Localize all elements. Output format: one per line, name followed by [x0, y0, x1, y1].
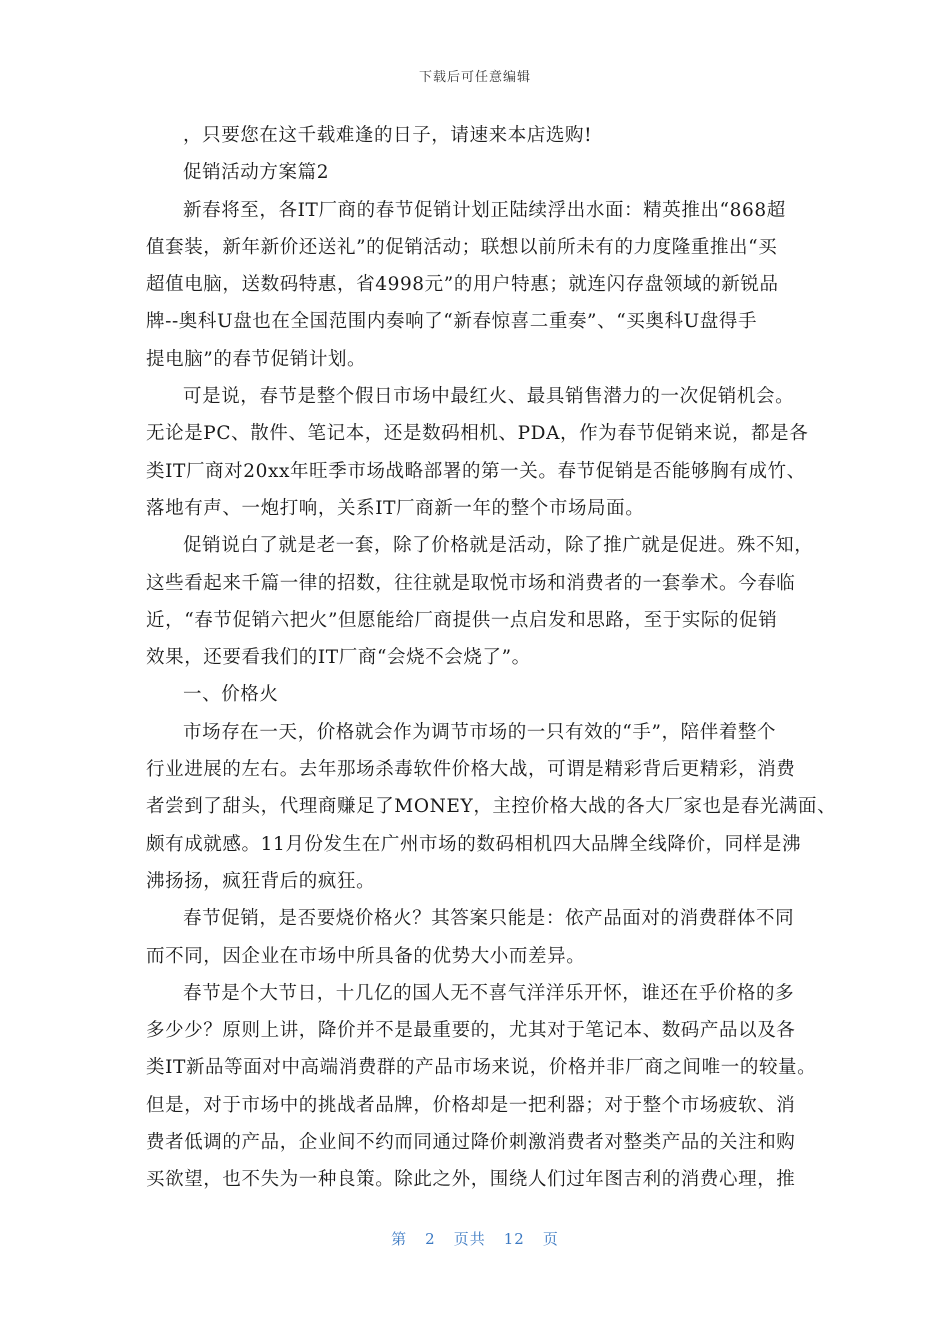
page-header-note: 下载后可任意编辑	[418, 70, 531, 85]
text-line: 促销活动方案篇2	[183, 162, 330, 184]
text-line: 无论是PC、散件、笔记本，还是数码相机、PDA，作为春节促销来说，都是各	[146, 423, 809, 445]
text-line: 值套装，新年新价还送礼”的促销活动；联想以前所未有的力度隆重推出“买	[146, 236, 778, 258]
text-line: 促销说白了就是老一套，除了价格就是活动，除了推广就是促进。殊不知，	[183, 535, 814, 557]
text-line: 而不同，因企业在市场中所具备的优势大小而差异。	[146, 945, 586, 967]
text-line: 春节是个大节日，十几亿的国人无不喜气洋洋乐开怀，谁还在乎价格的多	[183, 982, 795, 1004]
footer-total-pages: 12	[503, 1230, 525, 1248]
text-line: 费者低调的产品，企业间不约而同通过降价刺激消费者对整类产品的关注和购	[146, 1132, 796, 1154]
document-body	[146, 117, 837, 1199]
text-line: 一、价格火	[183, 684, 279, 706]
page-footer	[0, 1228, 950, 1249]
footer-suffix: 页	[542, 1230, 559, 1248]
footer-prefix: 第	[391, 1230, 408, 1248]
text-line: 效果，还要看我们的IT厂商“会烧不会烧了”。	[146, 647, 531, 669]
text-line: 沸扬扬，疯狂背后的疯狂。	[146, 870, 376, 892]
text-line: 这些看起来千篇一律的招数，往往就是取悦市场和消费者的一套拳术。今春临	[146, 572, 796, 594]
text-line: 类IT厂商对20xx年旺季市场战略部署的第一关。春节促销是否能够胸有成竹、	[146, 460, 806, 482]
text-line: 类IT新品等面对中高端消费群的产品市场来说，价格并非厂商之间唯一的较量。	[146, 1057, 817, 1079]
text-line: 牌--奥科U盘也在全国范围内奏响了“新春惊喜二重奏”、“买奥科U盘得手	[146, 311, 758, 333]
text-line: 超值电脑，送数码特惠，省4998元”的用户特惠；就连闪存盘领域的新锐品	[146, 274, 779, 296]
text-line: 提电脑”的春节促销计划。	[146, 348, 367, 370]
text-line: 者尝到了甜头，代理商赚足了MONEY，主控价格大战的各大厂家也是春光满面、	[146, 796, 837, 818]
text-line: 近，“春节促销六把火”但愿能给厂商提供一点启发和思路，至于实际的促销	[146, 609, 778, 631]
text-line: 颇有成就感。11月份发生在广州市场的数码相机四大品牌全线降价，同样是沸	[146, 833, 802, 855]
text-line: 可是说，春节是整个假日市场中最红火、最具销售潜力的一次促销机会。	[183, 386, 795, 408]
text-line: ，只要您在这千载难逢的日子，请速来本店选购!	[183, 125, 593, 146]
text-line: 行业进展的左右。去年那场杀毒软件价格大战，可谓是精彩背后更精彩，消费	[146, 759, 796, 781]
text-line: 市场存在一天，价格就会作为调节市场的一只有效的“手”，陪伴着整个	[183, 721, 777, 743]
text-line: 落地有声、一炮打响，关系IT厂商新一年的整个市场局面。	[146, 497, 645, 519]
text-line: 但是，对于市场中的挑战者品牌，价格却是一把利器；对于整个市场疲软、消	[146, 1094, 796, 1116]
footer-middle: 页共	[453, 1230, 486, 1248]
text-line: 新春将至，各IT厂商的春节促销计划正陆续浮出水面：精英推出“868超	[183, 199, 786, 221]
text-line: 春节促销，是否要烧价格火？其答案只能是：依产品面对的消费群体不同	[183, 908, 795, 930]
text-line: 买欲望，也不失为一种良策。除此之外，围绕人们过年图吉利的消费心理，推	[146, 1169, 796, 1191]
footer-current-page: 2	[425, 1230, 436, 1248]
text-line: 多少少？原则上讲，降价并不是最重要的，尤其对于笔记本、数码产品以及各	[146, 1020, 796, 1042]
